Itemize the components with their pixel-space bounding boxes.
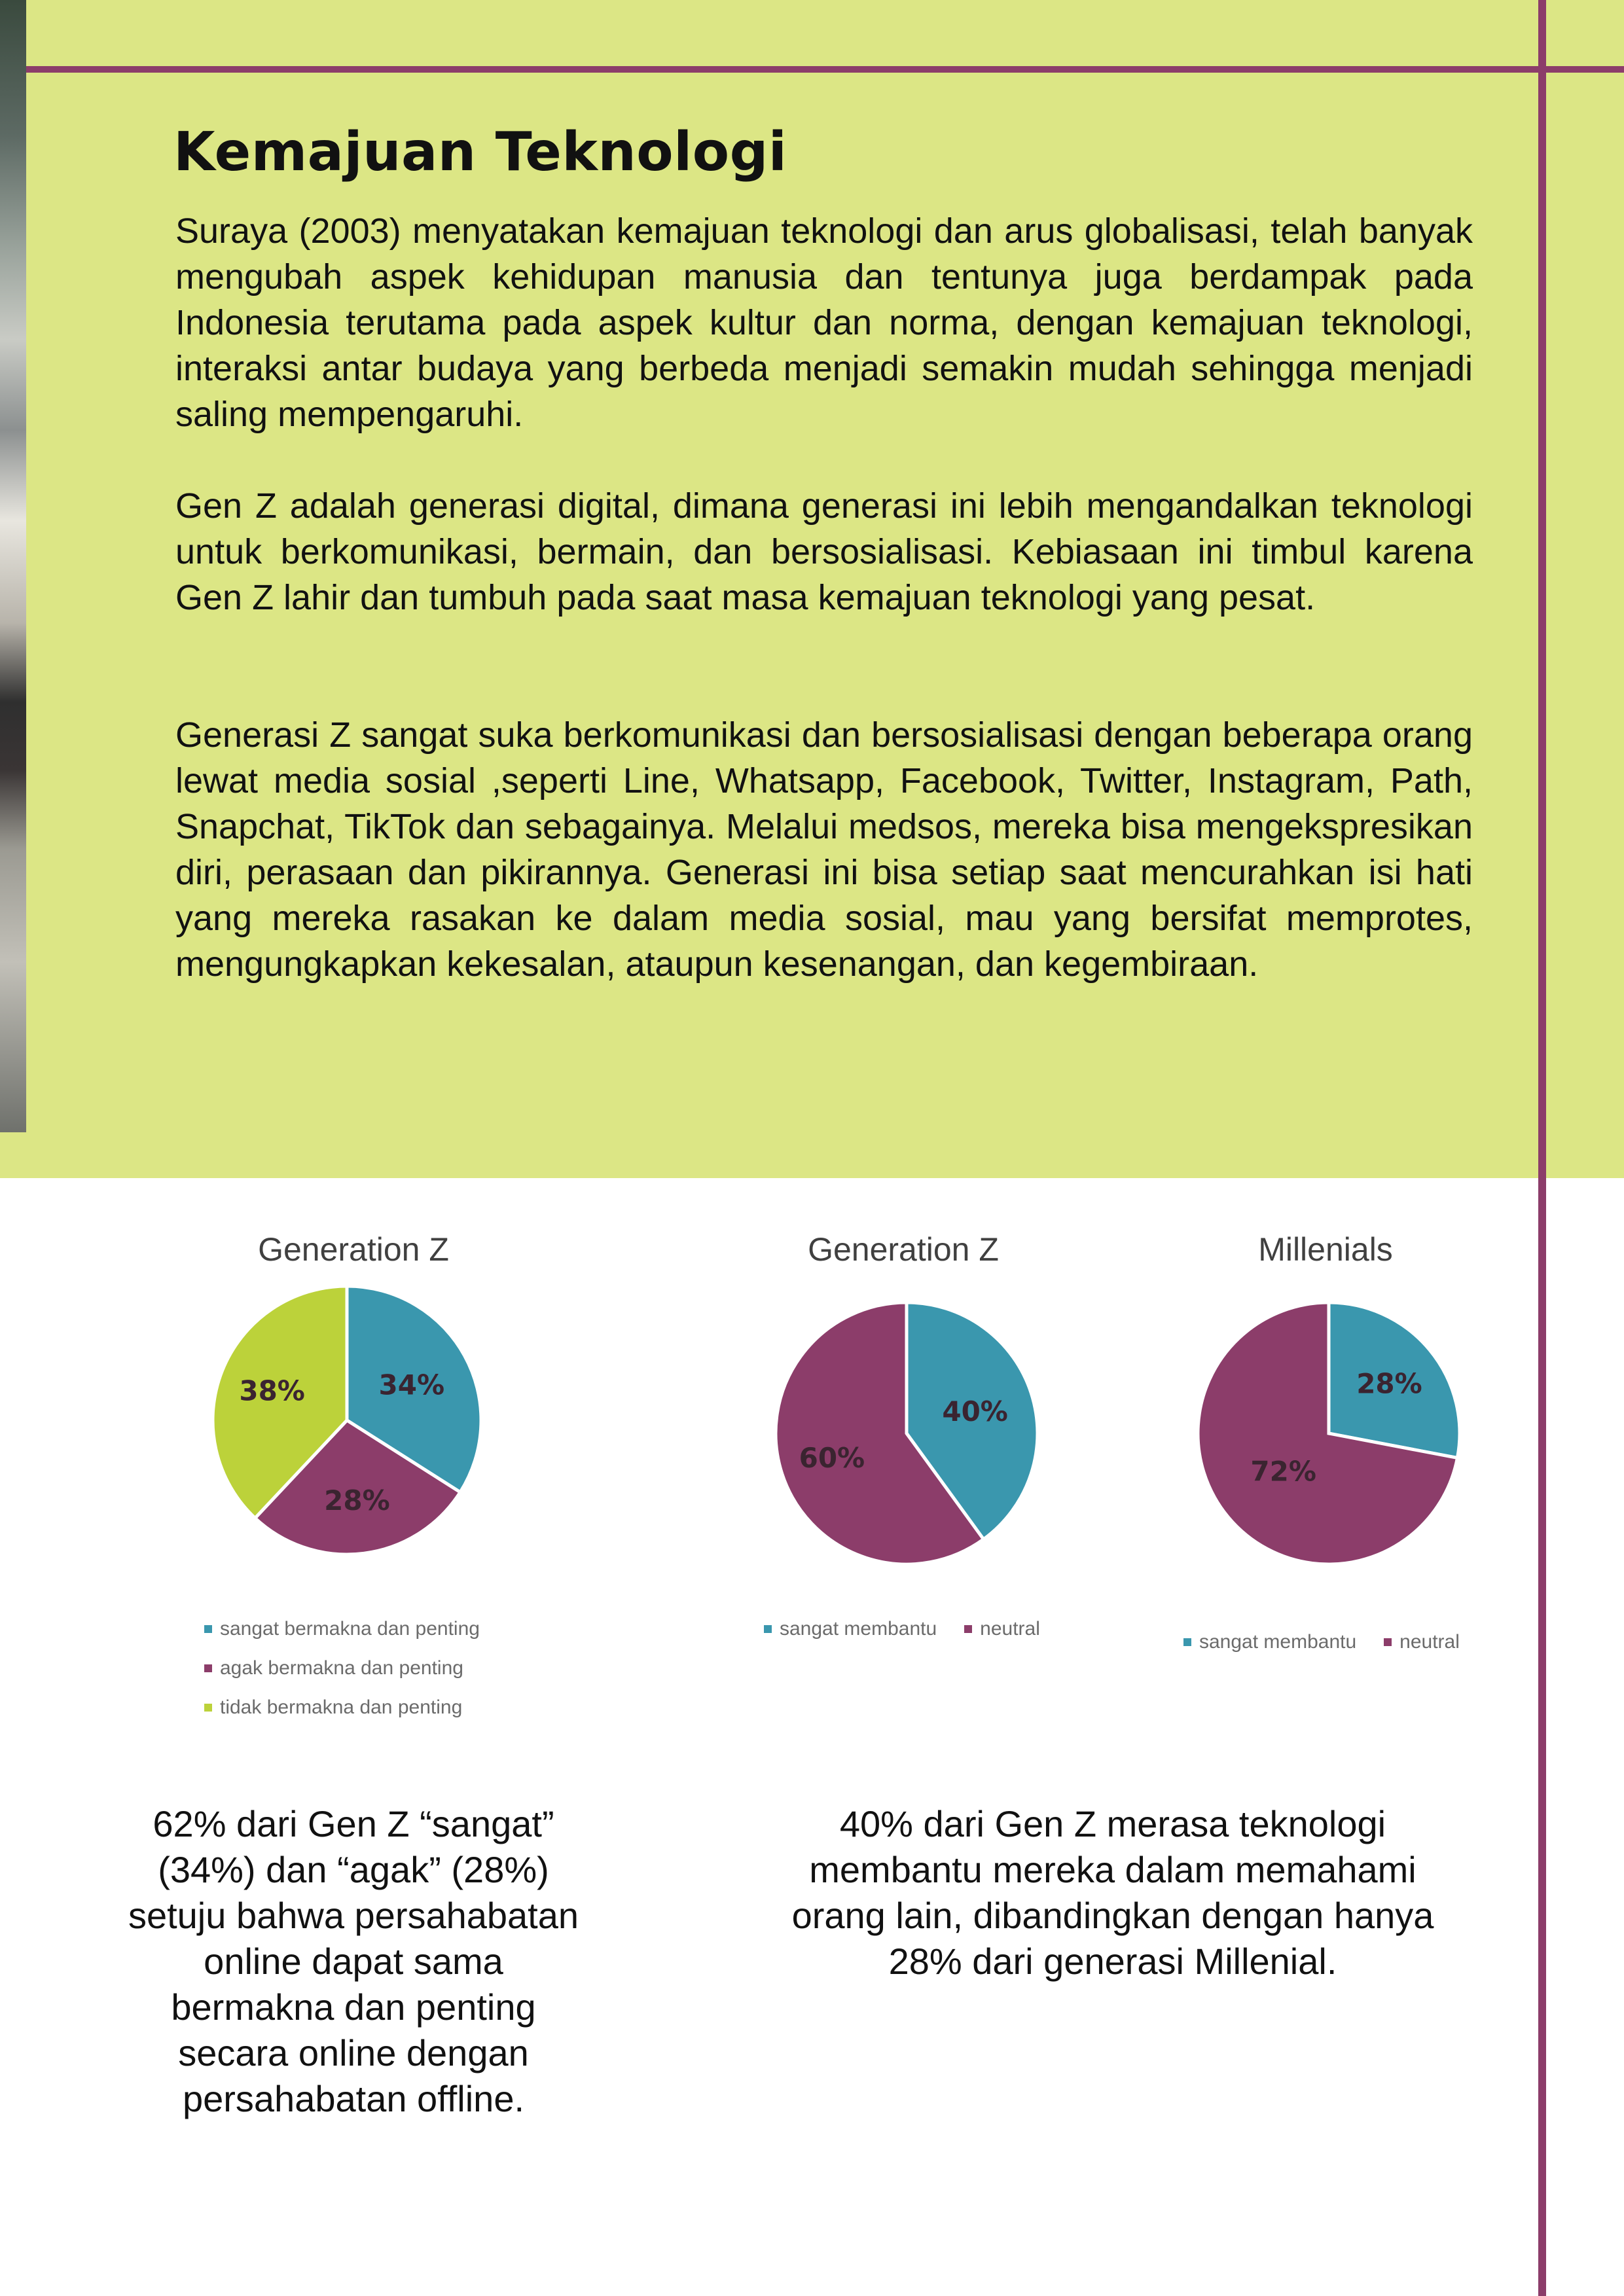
- pie-data-label: 38%: [239, 1374, 305, 1407]
- pie-chart: [776, 1302, 1008, 1475]
- legend-label: tidak bermakna dan penting: [220, 1696, 463, 1718]
- legend-item: [1183, 1631, 1356, 1653]
- legend-swatch: [204, 1704, 212, 1712]
- pie-data-label: 40%: [942, 1395, 1008, 1428]
- legend-swatch: [204, 1625, 212, 1633]
- legend-label: neutral: [980, 1618, 1040, 1640]
- horizontal-rule: [26, 66, 1624, 73]
- legend-item: [204, 1657, 597, 1679]
- chart-caption-right: 40% dari Gen Z merasa teknologi membantu mereka dalam memahami orang lain, dibandingkan dengan hanya 28% dari generasi Millenial.: [791, 1803, 1434, 1982]
- legend-swatch: [204, 1664, 212, 1672]
- legend-item: [764, 1618, 937, 1640]
- legend-label: sangat membantu: [1199, 1631, 1357, 1653]
- chart-legend: [204, 1618, 597, 1736]
- legend-swatch: [1183, 1638, 1191, 1646]
- article-title: Kemajuan Teknologi: [173, 121, 787, 183]
- chart-title: Millenials: [1258, 1231, 1393, 1268]
- legend-label: sangat membantu: [780, 1618, 937, 1640]
- article-paragraph: Generasi Z sangat suka berkomunikasi dan bersosialisasi dengan beberapa orang lewat media sosial ,seperti Line, Whatsapp, Facebook, Twitter, Instagram, Path, Snapchat, TikTok dan sebagainya. Melalui medsos, mereka bisa mengekspresikan diri, perasaan dan pikirannya. Generasi ini bisa setiap saat mencurahkan isi hati yang mereka rasakan ke dalam media sosial, mau yang bersifat memprotes, mengungkapkan kekesalan, ataupun kesenangan, dan kegembiraan.: [175, 715, 1473, 984]
- legend-label: agak bermakna dan penting: [220, 1657, 463, 1679]
- pie-data-label: 72%: [1250, 1455, 1316, 1488]
- chart-title: Generation Z: [808, 1231, 999, 1268]
- pie-data-label: 28%: [1356, 1367, 1422, 1400]
- pie-data-label: 28%: [324, 1484, 390, 1517]
- article-paragraph: Gen Z adalah generasi digital, dimana generasi ini lebih mengandalkan teknologi untuk berkomunikasi, bermain, dan bersosialisasi. Kebiasaan ini timbul karena Gen Z lahir dan tumbuh pada saat masa kemajuan teknologi yang pesat.: [175, 486, 1473, 617]
- legend-item: [964, 1618, 1040, 1640]
- article-paragraph: Suraya (2003) menyatakan kemajuan teknologi dan arus globalisasi, telah banyak mengubah aspek kehidupan manusia dan tentunya juga berdampak pada Indonesia terutama pada aspek kultur dan norma, dengan kemajuan teknologi, interaksi antar budaya yang berbeda menjadi semakin mudah sehingga menjadi saling mempengaruhi.: [175, 211, 1473, 434]
- vertical-rule: [1538, 0, 1546, 2296]
- pie-data-label: 34%: [378, 1369, 445, 1401]
- chart-caption-left: 62% dari Gen Z “sangat” (34%) dan “agak” (28%) setuju bahwa persahabatan online dapat sama bermakna dan penting secara online dengan persahabatan offline.: [128, 1803, 579, 2119]
- legend-swatch: [964, 1625, 972, 1633]
- legend-item: [204, 1618, 597, 1640]
- legend-label: neutral: [1399, 1631, 1460, 1653]
- legend-item: [204, 1696, 597, 1719]
- pie-chart: [1198, 1302, 1422, 1488]
- background-photo: [0, 0, 26, 1132]
- legend-swatch: [1384, 1638, 1392, 1646]
- legend-item: [1384, 1631, 1460, 1653]
- chart-title: Generation Z: [258, 1231, 449, 1268]
- pie-data-label: 60%: [799, 1442, 865, 1475]
- legend-swatch: [764, 1625, 772, 1633]
- legend-label: sangat bermakna dan penting: [220, 1618, 480, 1640]
- chart-legend: [764, 1618, 1157, 1640]
- pie-chart: [213, 1286, 445, 1517]
- chart-legend: [1183, 1631, 1576, 1653]
